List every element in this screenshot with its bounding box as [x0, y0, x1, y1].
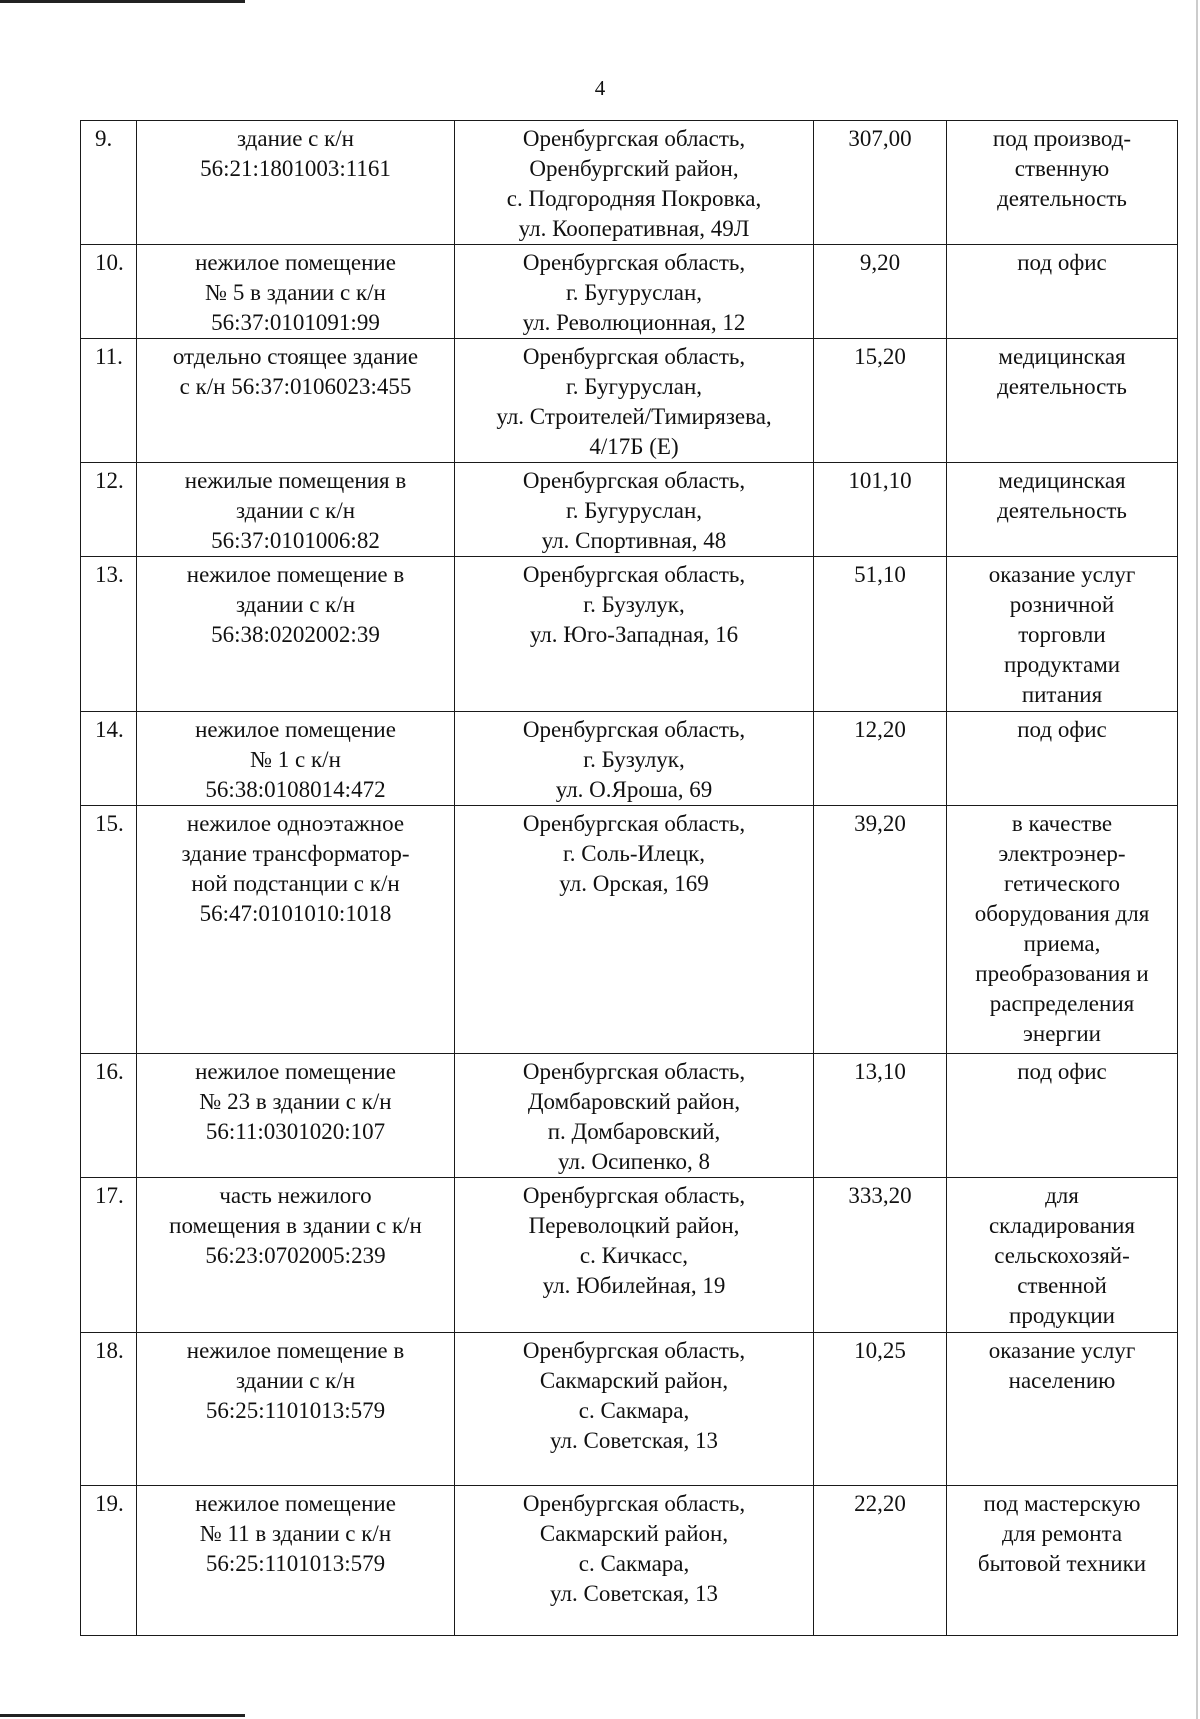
table-row: [81, 245, 1178, 339]
object-description: нежилое помещение в здании с к/н 56:25:1101013:579: [137, 1333, 455, 1486]
object-address: Оренбургская область, г. Бугуруслан, ул. Спортивная, 48: [455, 463, 814, 557]
table-row: [81, 712, 1178, 806]
scan-edge-top: [0, 0, 245, 3]
row-number: 17.: [81, 1178, 137, 1333]
object-address: Оренбургская область, г. Бузулук, ул. Юго-Западная, 16: [455, 557, 814, 712]
table-row: [81, 1054, 1178, 1178]
property-registry-table: [80, 120, 1178, 1636]
object-purpose: в качестве электроэнер- гетического оборудования для приема, преобразования и распределения энергии: [947, 806, 1178, 1054]
object-area: 51,10: [814, 557, 947, 712]
object-description: нежилые помещения в здании с к/н 56:37:0101006:82: [137, 463, 455, 557]
object-description: отдельно стоящее здание с к/н 56:37:0106023:455: [137, 339, 455, 463]
object-address: Оренбургская область, Переволоцкий район, с. Кичкасс, ул. Юбилейная, 19: [455, 1178, 814, 1333]
table-row: [81, 121, 1178, 245]
object-area: 101,10: [814, 463, 947, 557]
object-address: Оренбургская область, Сакмарский район, с. Сакмара, ул. Советская, 13: [455, 1333, 814, 1486]
object-description: здание с к/н 56:21:1801003:1161: [137, 121, 455, 245]
object-area: 9,20: [814, 245, 947, 339]
table-row: [81, 806, 1178, 1054]
object-area: 333,20: [814, 1178, 947, 1333]
object-description: часть нежилого помещения в здании с к/н 56:23:0702005:239: [137, 1178, 455, 1333]
row-number: 19.: [81, 1486, 137, 1636]
object-address: Оренбургская область, г. Бузулук, ул. О.Яроша, 69: [455, 712, 814, 806]
row-number: 9.: [81, 121, 137, 245]
object-purpose: под офис: [947, 245, 1178, 339]
object-address: Оренбургская область, Оренбургский район, с. Подгородняя Покровка, ул. Кооперативная, 49Л: [455, 121, 814, 245]
object-description: нежилое одноэтажное здание трансформатор- ной подстанции с к/н 56:47:0101010:1018: [137, 806, 455, 1054]
object-description: нежилое помещение № 23 в здании с к/н 56:11:0301020:107: [137, 1054, 455, 1178]
object-purpose: оказание услуг населению: [947, 1333, 1178, 1486]
row-number: 14.: [81, 712, 137, 806]
object-purpose: оказание услуг розничной торговли продуктами питания: [947, 557, 1178, 712]
object-purpose: для складирования сельскохозяй- ственной продукции: [947, 1178, 1178, 1333]
object-address: Оренбургская область, Домбаровский район, п. Домбаровский, ул. Осипенко, 8: [455, 1054, 814, 1178]
object-description: нежилое помещение в здании с к/н 56:38:0202002:39: [137, 557, 455, 712]
object-description: нежилое помещение № 1 с к/н 56:38:0108014:472: [137, 712, 455, 806]
table-row: [81, 463, 1178, 557]
scan-edge-bottom: [0, 1714, 245, 1717]
object-description: нежилое помещение № 5 в здании с к/н 56:37:0101091:99: [137, 245, 455, 339]
object-purpose: под производ- ственную деятельность: [947, 121, 1178, 245]
table-row: [81, 557, 1178, 712]
row-number: 10.: [81, 245, 137, 339]
object-area: 12,20: [814, 712, 947, 806]
object-description: нежилое помещение № 11 в здании с к/н 56:25:1101013:579: [137, 1486, 455, 1636]
row-number: 18.: [81, 1333, 137, 1486]
object-area: 13,10: [814, 1054, 947, 1178]
object-purpose: медицинская деятельность: [947, 463, 1178, 557]
object-purpose: медицинская деятельность: [947, 339, 1178, 463]
object-address: Оренбургская область, Сакмарский район, с. Сакмара, ул. Советская, 13: [455, 1486, 814, 1636]
object-purpose: под офис: [947, 712, 1178, 806]
table-row: [81, 1486, 1178, 1636]
scan-edge-right: [1196, 0, 1198, 1719]
page-number: 4: [594, 76, 606, 100]
table-row: [81, 339, 1178, 463]
object-purpose: под мастерскую для ремонта бытовой техники: [947, 1486, 1178, 1636]
object-address: Оренбургская область, г. Бугуруслан, ул. Строителей/Тимирязева, 4/17Б (Е): [455, 339, 814, 463]
object-area: 307,00: [814, 121, 947, 245]
table-row: [81, 1178, 1178, 1333]
object-area: 39,20: [814, 806, 947, 1054]
row-number: 13.: [81, 557, 137, 712]
object-area: 15,20: [814, 339, 947, 463]
object-purpose: под офис: [947, 1054, 1178, 1178]
object-area: 22,20: [814, 1486, 947, 1636]
row-number: 16.: [81, 1054, 137, 1178]
row-number: 12.: [81, 463, 137, 557]
object-address: Оренбургская область, г. Бугуруслан, ул. Революционная, 12: [455, 245, 814, 339]
object-area: 10,25: [814, 1333, 947, 1486]
row-number: 15.: [81, 806, 137, 1054]
row-number: 11.: [81, 339, 137, 463]
table-row: [81, 1333, 1178, 1486]
object-address: Оренбургская область, г. Соль-Илецк, ул. Орская, 169: [455, 806, 814, 1054]
